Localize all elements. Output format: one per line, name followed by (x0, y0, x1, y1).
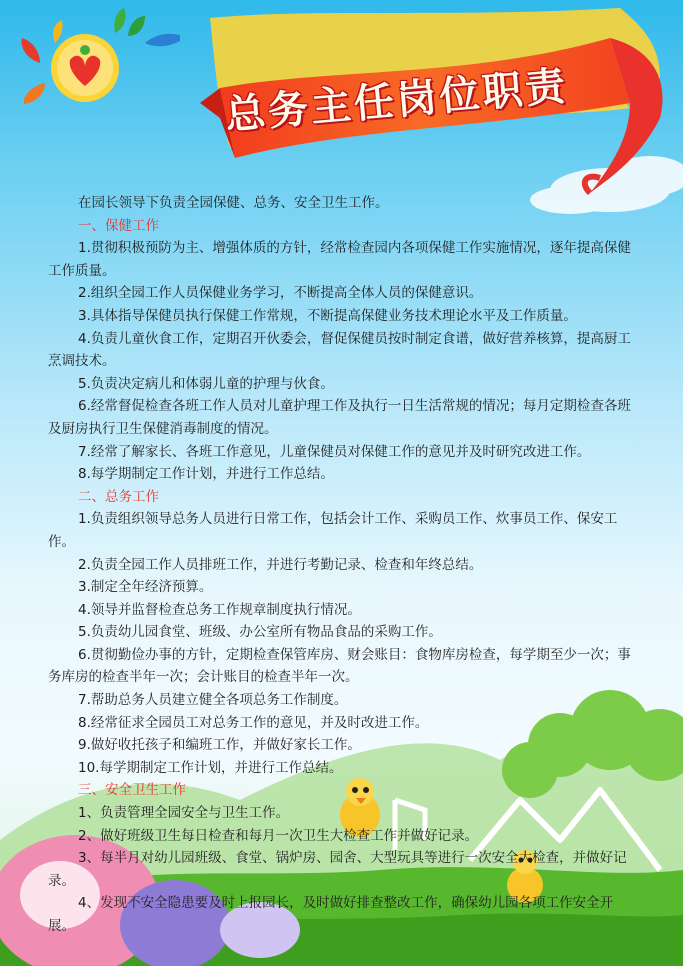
list-item: 2.组织全园工作人员保健业务学习，不断提高全体人员的保健意识。 (78, 285, 483, 302)
list-item: 3、每半月对幼儿园班级、食堂、锅炉房、园舍、大型玩具等进行一次安全大检查，并做好记录。 (48, 850, 627, 889)
leaf-icon (114, 8, 125, 33)
list-item: 4.负责儿童伙食工作，定期召开伙委会，督促保健员按时制定食谱，做好营养核算，提高厨工烹调技术。 (48, 330, 631, 370)
list-item: 7.经常了解家长、各班工作意见，儿童保健员对保健工作的意见并及时研究改进工作。 (78, 443, 591, 460)
list-item: 1.负责组织领导总务人员进行日常工作，包括会计工作、采购员工作、炊事员工作、保安工作。 (48, 511, 618, 550)
list-item: 8.经常征求全园员工对总务工作的意见，并及时改进工作。 (78, 714, 429, 731)
list-item: 9.做好收托孩子和编班工作，并做好家长工作。 (78, 737, 361, 754)
list-item: 7.帮助总务人员建立健全各项总务工作制度。 (78, 692, 348, 709)
list-item: 1.贯彻积极预防为主、增强体质的方针，经常检查园内各项保健工作实施情况，逐年提高保健工作质量。 (48, 240, 631, 279)
list-item: 6.经常督促检查各班工作人员对儿童护理工作及执行一日生活常规的情况；每月定期检查各班及厨房执行卫生保健消毒制度的情况。 (48, 398, 631, 437)
section-heading: 一、保健工作 (78, 217, 159, 234)
page-title: 总务主任岗位职责 (223, 63, 571, 139)
document-body (48, 192, 640, 938)
list-item: 4、发现不安全隐患要及时上报园长，及时做好排查整改工作，确保幼儿园各项工作安全开展。 (48, 895, 614, 934)
section-heading: 二、总务工作 (78, 488, 159, 505)
list-item: 3.制定全年经济预算。 (78, 579, 213, 596)
list-item: 5.负责决定病儿和体弱儿童的护理与伙食。 (78, 375, 334, 392)
list-item: 2.负责全园工作人员排班工作，并进行考勤记录、检查和年终总结。 (78, 556, 483, 573)
list-item: 4.领导并监督检查总务工作规章制度执行情况。 (78, 601, 361, 618)
list-item: 5.负责幼儿园食堂、班级、办公室所有物品食品的采购工作。 (78, 624, 442, 641)
list-item: 1、负责管理全园安全与卫生工作。 (78, 805, 290, 822)
list-item: 6.贯彻勤俭办事的方针，定期检查保管库房、财会账目：食物库房检查，每学期至少一次；事务库房的检查半年一次；会计账目的检查半年一次。 (48, 646, 631, 686)
list-item: 2、做好班级卫生每日检查和每月一次卫生大检查工作并做好记录。 (78, 827, 479, 844)
section-heading: 三、安全卫生工作 (78, 782, 186, 799)
intro-paragraph: 在园长领导下负责全园保健、总务、安全卫生工作。 (78, 195, 389, 211)
list-item: 10.每学期制定工作计划，并进行工作总结。 (78, 759, 343, 776)
kindergarten-logo (20, 8, 180, 118)
list-item: 3.具体指导保健员执行保健工作常规，不断提高保健业务技术理论水平及工作质量。 (78, 307, 577, 324)
list-item: 8.每学期制定工作计划，并进行工作总结。 (78, 466, 334, 483)
